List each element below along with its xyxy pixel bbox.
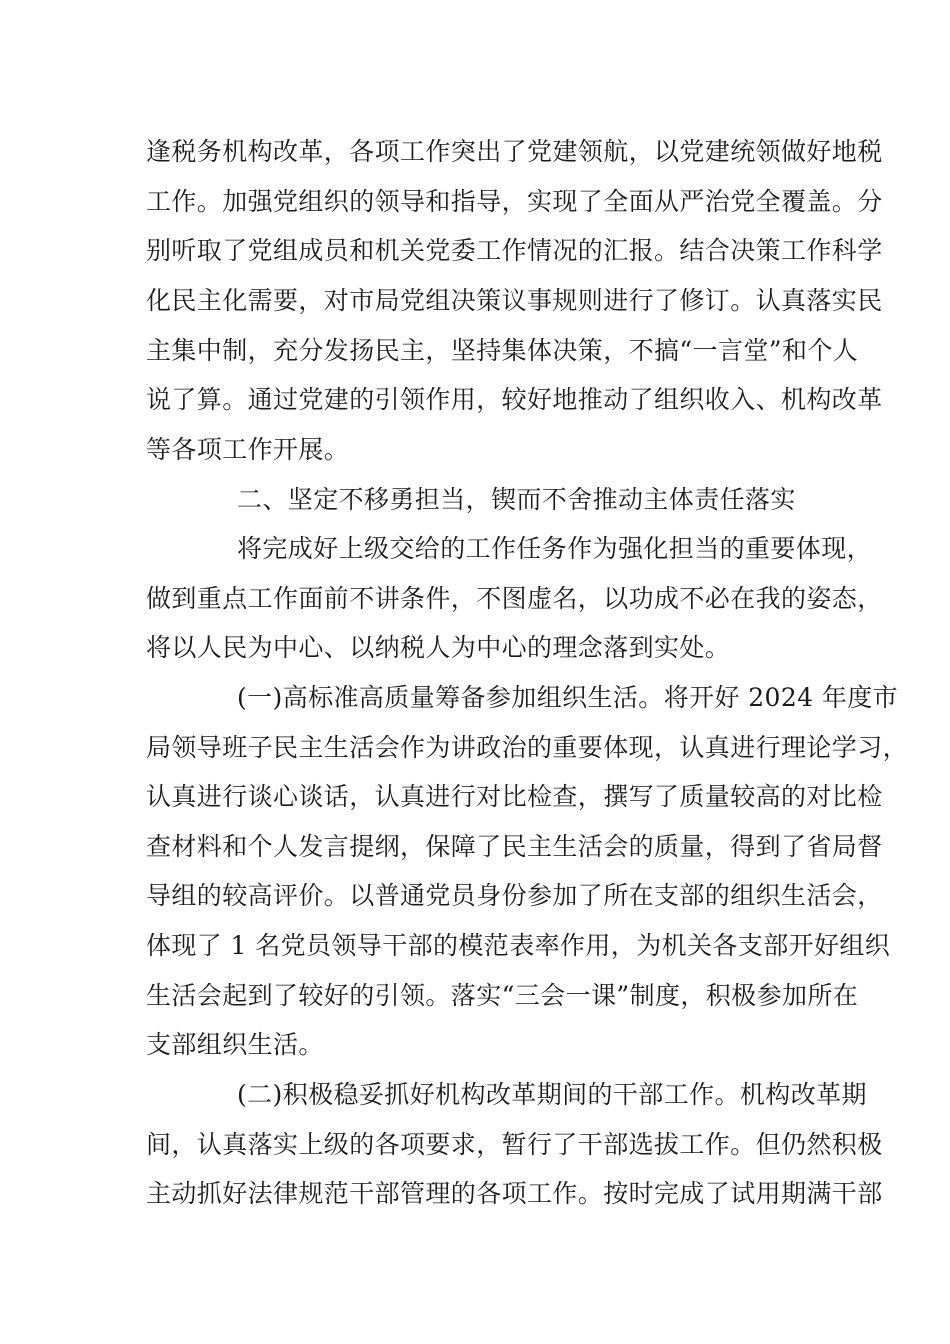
body-text-line: 主动抓好法律规范干部管理的各项工作。按时完成了试用期满干部: [146, 1179, 883, 1208]
body-text-line: 间，认真落实上级的各项要求，暂行了干部选拔工作。但仍然积极: [146, 1130, 883, 1159]
subsection-line: (一)高标准高质量筹备参加组织生活。将开好 2024 年度市: [237, 683, 899, 712]
body-text-line: 主集中制，充分发扬民主，坚持集体决策，不搞“一言堂”和个人: [146, 336, 859, 365]
body-text-line: 逢税务机构改革，各项工作突出了党建领航，以党建统领做好地税: [146, 137, 883, 166]
body-text-line: 体现了 1 名党员领导干部的模范表率作用，为机关各支部开好组织: [146, 931, 891, 960]
body-text-line: 生活会起到了较好的引领。落实“三会一课”制度，积极参加所在: [146, 981, 859, 1010]
body-text-line: 将完成好上级交给的工作任务作为强化担当的重要体现，: [237, 534, 873, 563]
body-text-line: 做到重点工作面前不讲条件，不图虚名，以功成不必在我的姿态，: [146, 584, 883, 613]
body-text-line: 查材料和个人发言提纲，保障了民主生活会的质量，得到了省局督: [146, 832, 883, 861]
body-text-line: 支部组织生活。: [146, 1030, 324, 1059]
body-text-line: 局领导班子民主生活会作为讲政治的重要体现，认真进行理论学习，: [146, 733, 909, 762]
body-text-line: 说了算。通过党建的引领作用，较好地推动了组织收入、机构改革: [146, 385, 883, 414]
body-text-line: 等各项工作开展。: [146, 435, 350, 464]
section-heading: 二、坚定不移勇担当，锲而不舍推动主体责任落实: [237, 485, 796, 514]
body-text-line: 将以人民为中心、以纳税人为中心的理念落到实处。: [146, 633, 731, 662]
body-text-line: 别听取了党组成员和机关党委工作情况的汇报。结合决策工作科学: [146, 236, 883, 265]
subsection-line: (二)积极稳妥抓好机构改革期间的干部工作。机构改革期: [237, 1080, 867, 1109]
body-text-line: 导组的较高评价。以普通党员身份参加了所在支部的组织生活会，: [146, 881, 883, 910]
body-text-line: 化民主化需要，对市局党组决策议事规则进行了修订。认真落实民: [146, 286, 883, 315]
body-text-line: 认真进行谈心谈话，认真进行对比检查，撰写了质量较高的对比检: [146, 782, 883, 811]
body-text-line: 工作。加强党组织的领导和指导，实现了全面从严治党全覆盖。分: [146, 187, 883, 216]
